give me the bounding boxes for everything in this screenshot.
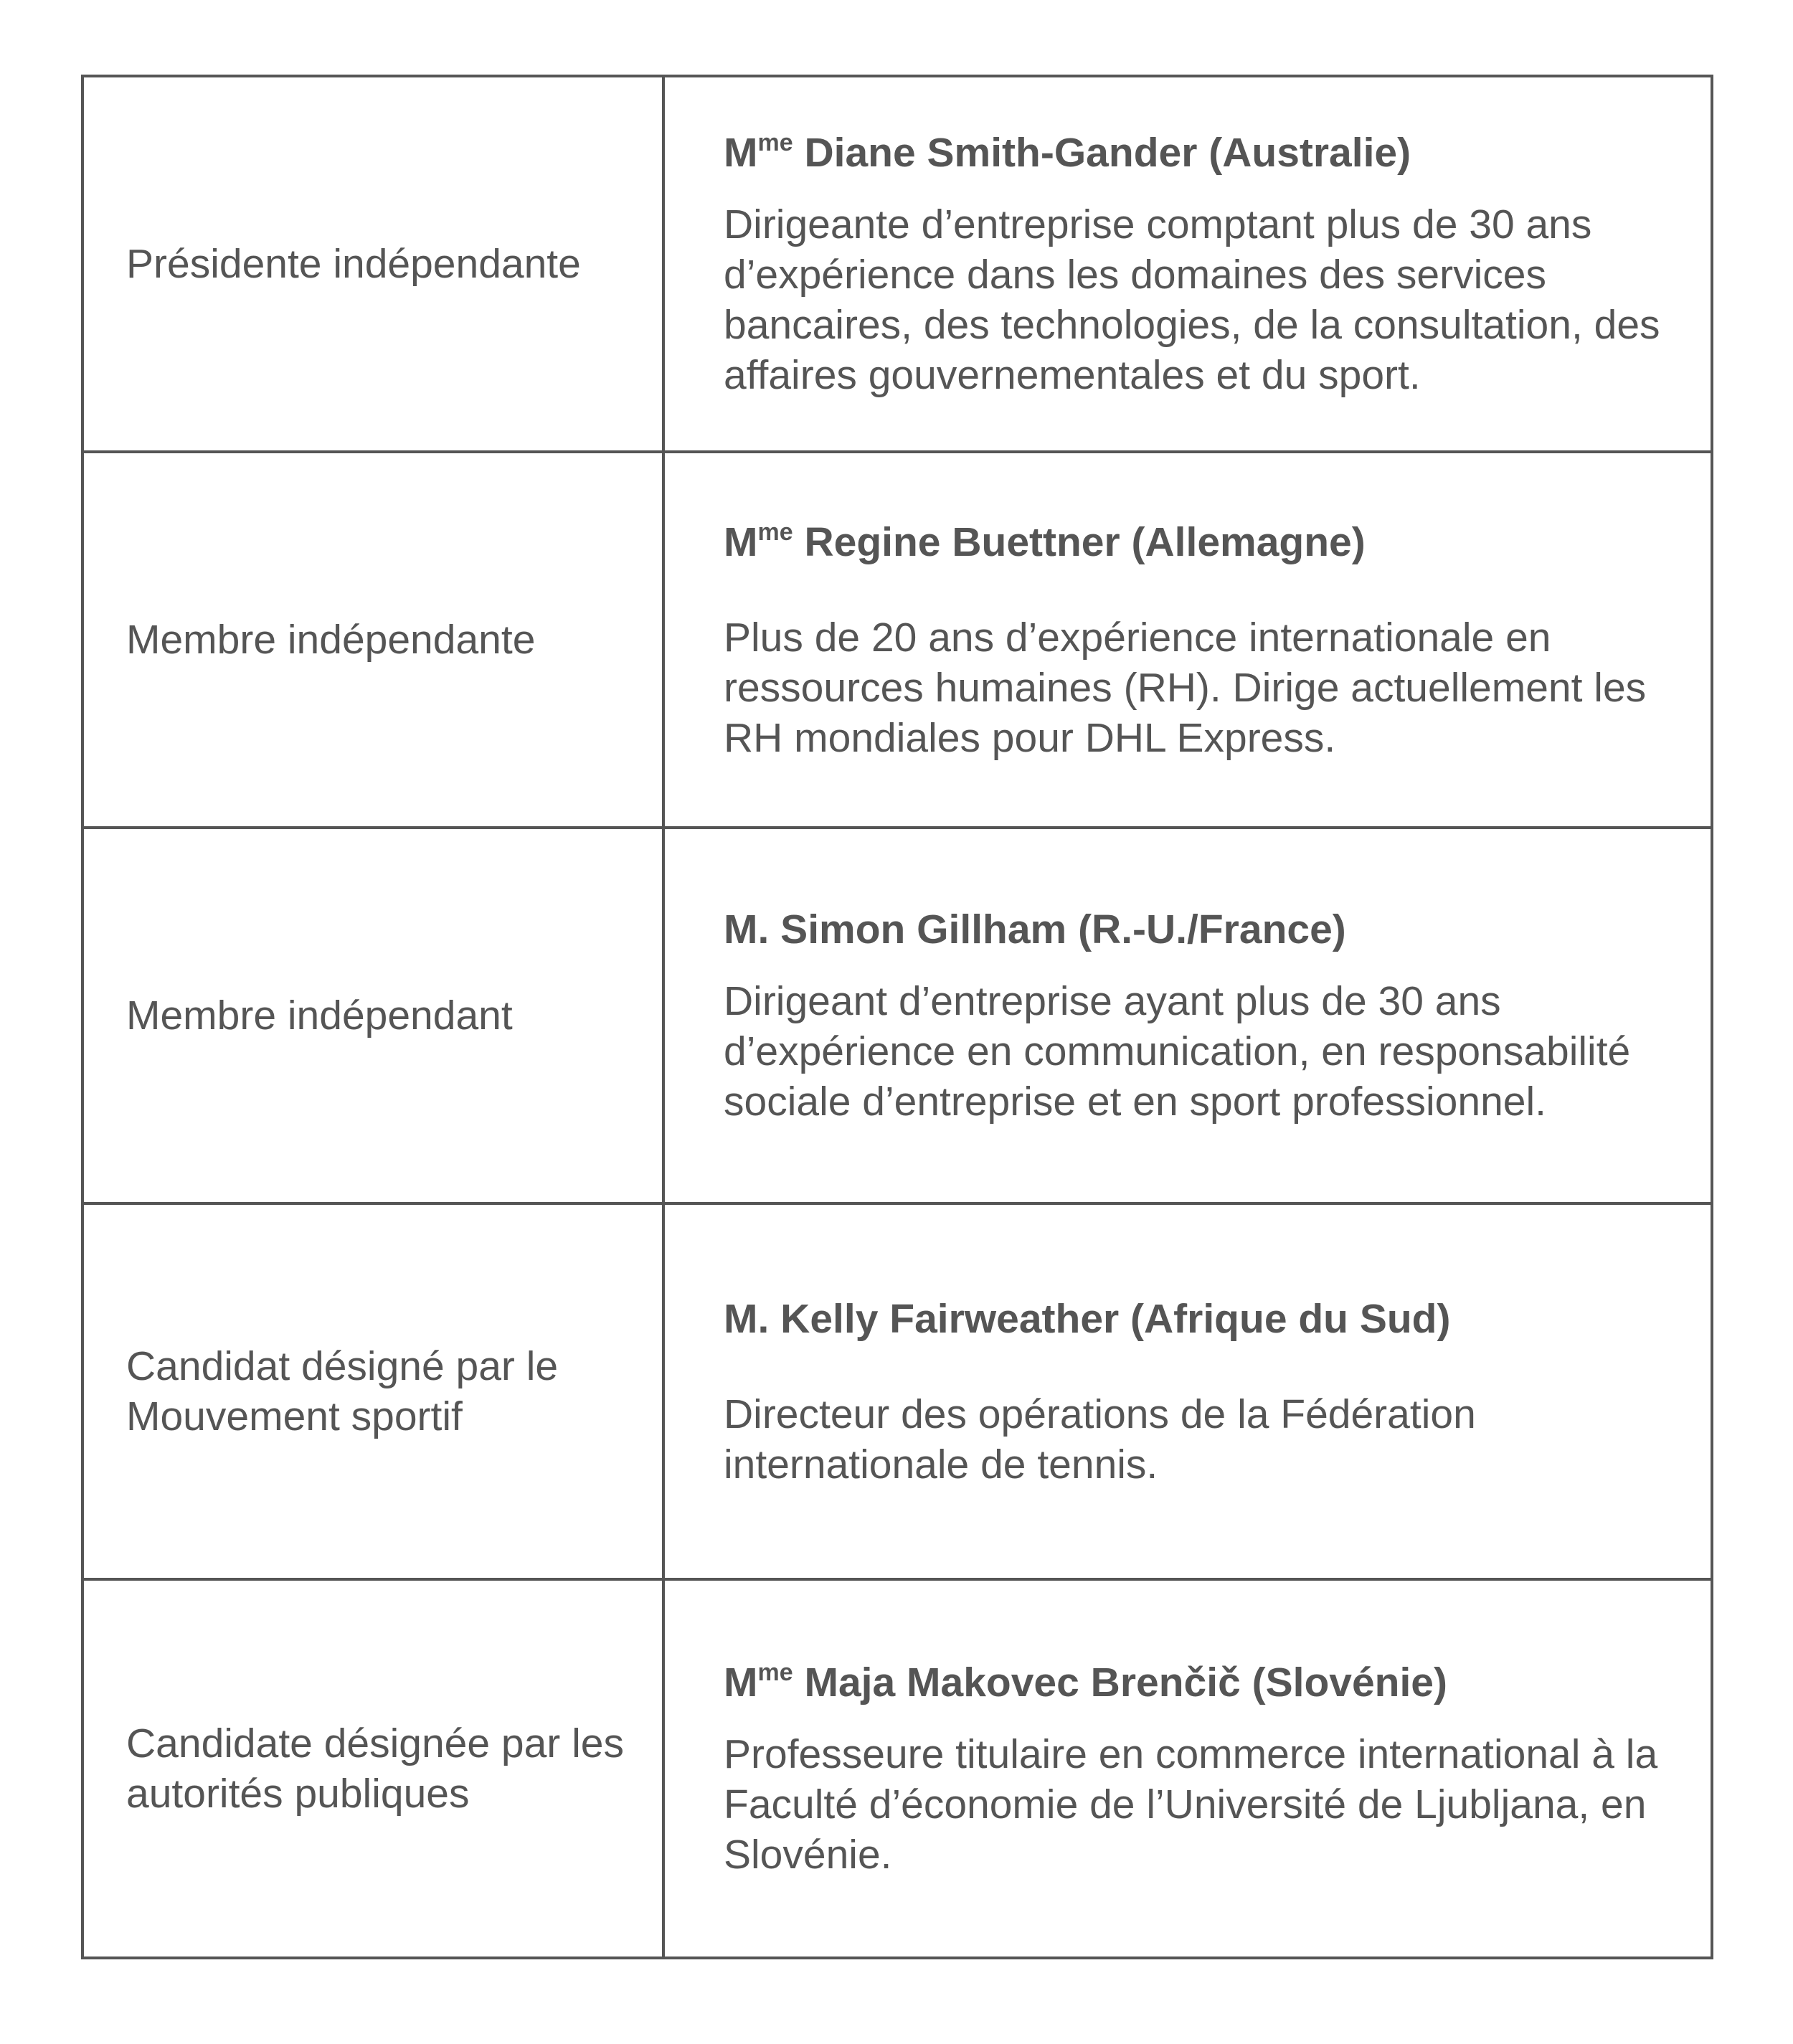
bio-cell: [665, 1581, 1711, 1957]
bio-cell: [665, 77, 1711, 453]
member-title: M.: [724, 907, 770, 952]
role-cell: [84, 1581, 665, 1957]
role-cell: [84, 829, 665, 1205]
member-fullname: Regine Buettner (Allemagne): [804, 519, 1366, 565]
member-role: Candidat désigné par le Mouvement sportif: [126, 1343, 559, 1439]
member-title: M: [724, 130, 758, 176]
member-title-suffix: me: [757, 1659, 793, 1686]
bio-cell: [665, 453, 1711, 829]
member-fullname: Simon Gillham (R.-U./France): [780, 907, 1346, 952]
member-bio: Professeure titulaire en commerce international à la Faculté d’économie de l’Université de Ljubljana, en Slovénie.: [724, 1731, 1658, 1878]
member-fullname: Maja Makovec Brenčič (Slovénie): [804, 1660, 1447, 1705]
member-role: Candidate désignée par les autorités publiques: [126, 1721, 624, 1817]
member-title: M: [724, 1660, 758, 1705]
role-cell: [84, 453, 665, 829]
member-bio: Dirigeante d’entreprise comptant plus de 30 ans d’expérience dans les domaines des services bancaires, des technologies, de la consultation, des affaires gouvernementales et du sport.: [724, 202, 1660, 398]
member-title-suffix: me: [757, 129, 793, 156]
member-name: [724, 128, 1675, 178]
role-cell: [84, 77, 665, 453]
member-role: Présidente indépendante: [126, 241, 581, 287]
member-name: [724, 1657, 1675, 1708]
member-bio: Dirigeant d’entreprise ayant plus de 30 ans d’expérience en communication, en responsabilité sociale d’entreprise et en sport professionnel.: [724, 978, 1631, 1125]
member-role: Membre indépendante: [126, 617, 536, 663]
member-title: M.: [724, 1295, 770, 1342]
bio-cell: [665, 1205, 1711, 1581]
member-fullname: Diane Smith-Gander (Australie): [804, 130, 1411, 176]
member-bio: Directeur des opérations de la Fédération internationale de tennis.: [724, 1391, 1476, 1487]
member-fullname: Kelly Fairweather (Afrique du Sud): [780, 1295, 1451, 1342]
role-cell: [84, 1205, 665, 1581]
member-title-suffix: me: [757, 518, 793, 546]
member-bio: Plus de 20 ans d’expérience internationale en ressources humaines (RH). Dirige actuellement les RH mondiales pour DHL Express.: [724, 614, 1647, 761]
member-role: Membre indépendant: [126, 993, 513, 1038]
member-title: M: [724, 519, 758, 565]
bio-cell: [665, 829, 1711, 1205]
member-name: [724, 1294, 1675, 1344]
member-name: [724, 517, 1675, 567]
member-name: [724, 904, 1675, 955]
panel-members-table: [81, 75, 1713, 1959]
